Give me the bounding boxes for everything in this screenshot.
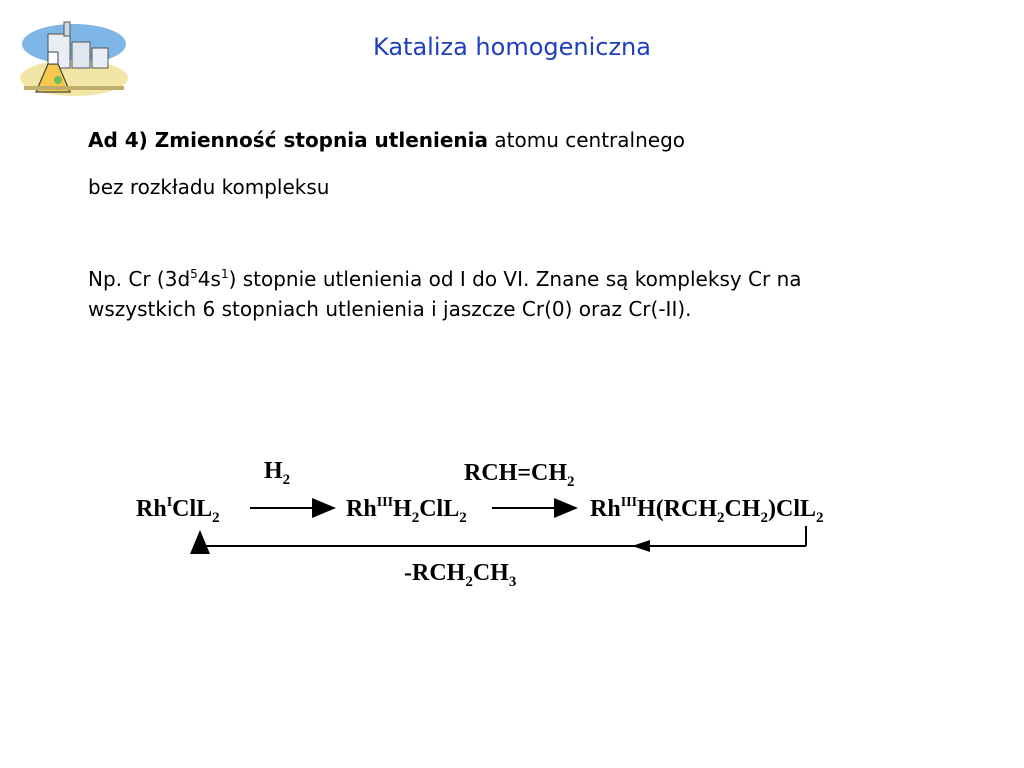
species-rh-iii-h2: $Rh^{III}H_2ClL_2$ (346, 495, 467, 526)
return-label: $-RCH_2CH_3$ (404, 560, 517, 590)
return-arrowhead-mid (632, 540, 650, 552)
para-text-2: 4s (197, 267, 221, 291)
arrow-2-label: $RCH=CH_2$ (464, 460, 575, 490)
para-sup-2: 1 (220, 267, 229, 281)
para-text-1: Np. Cr (3d (88, 267, 191, 291)
reaction-scheme (128, 430, 888, 610)
arrow-1-label: $H_2$ (264, 458, 291, 488)
heading-normal-text: atomu centralnego (488, 128, 686, 152)
species-rh-iii-alkyl: $Rh^{III}H(RCH_2CH_2)ClL_2$ (590, 495, 824, 526)
body-paragraph (88, 264, 848, 324)
heading-line-1 (88, 128, 685, 152)
para-sup-1: 5 (190, 267, 198, 281)
para-text-3: ) stopnie utlenienia od I do VI. Znane są kompleksy Cr na wszystkich 6 stopniach utlenienia i jaszcze Cr(0) oraz Cr(-II). (88, 267, 802, 321)
species-rh-i: $Rh^IClL_2$ (136, 495, 220, 526)
heading-bold-text: Ad 4) Zmienność stopnia utlenienia (88, 128, 489, 152)
slide-title: Kataliza homogeniczna (373, 33, 651, 61)
heading-line-2: bez rozkładu kompleksu (88, 175, 330, 199)
